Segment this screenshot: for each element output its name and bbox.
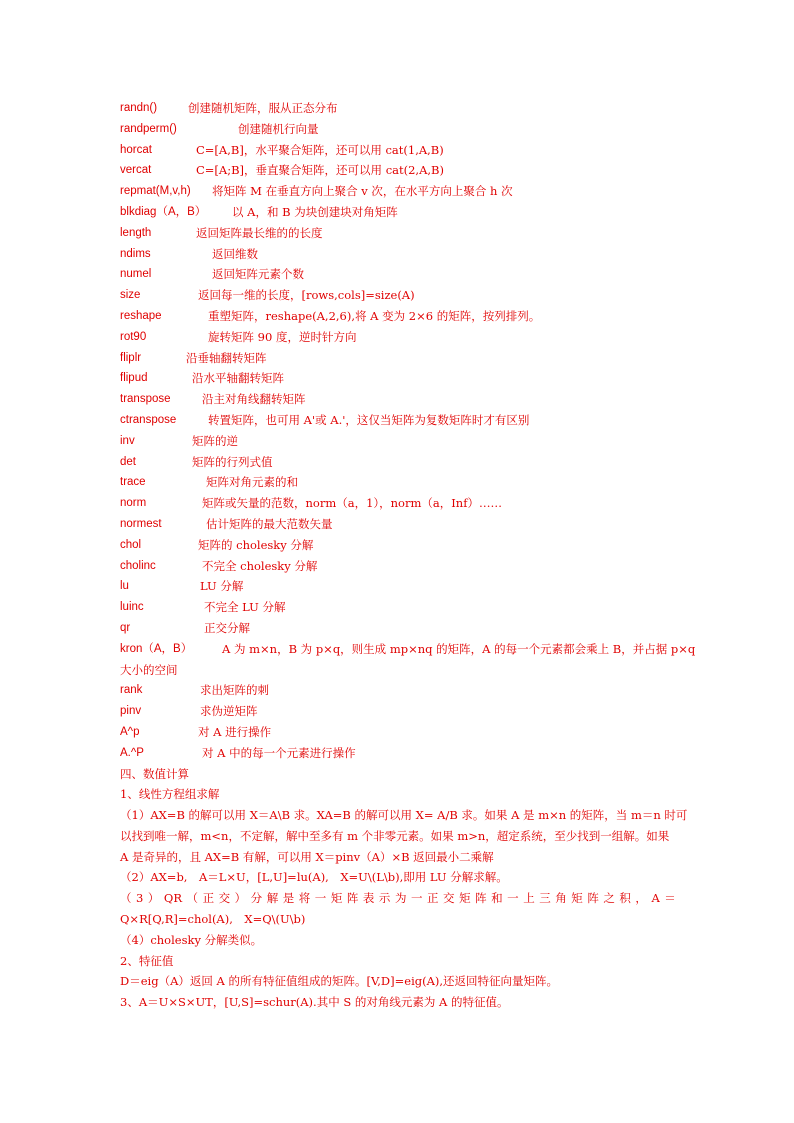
- function-name: lu: [120, 580, 129, 593]
- function-row: [120, 264, 676, 285]
- spaced-char: 和: [491, 891, 503, 906]
- spaced-char: 一: [314, 891, 327, 906]
- function-row: [120, 743, 676, 764]
- subsection-heading: 2、特征值: [120, 953, 174, 968]
- function-name: cholinc: [120, 559, 156, 572]
- function-desc: 对 A 中的每一个元素进行操作: [202, 745, 356, 760]
- function-row: [120, 701, 676, 722]
- function-row: [120, 119, 676, 140]
- spaced-char: ）: [234, 891, 247, 906]
- spaced-char: 上: [523, 891, 535, 906]
- function-desc: 沿主对角线翻转矩阵: [202, 392, 306, 407]
- function-name: repmat(M,v,h): [120, 185, 191, 198]
- function-row: [120, 160, 676, 181]
- function-desc-continued: 大小的空间: [120, 662, 178, 677]
- function-name: norm: [120, 497, 147, 510]
- function-desc: 沿垂轴翻转矩阵: [186, 350, 267, 365]
- spaced-char: 矩: [330, 891, 343, 906]
- function-row: [120, 472, 676, 493]
- spaced-char: 是: [282, 891, 295, 906]
- function-row: [120, 618, 676, 639]
- spaced-char: （: [186, 891, 199, 906]
- spaced-char: 之: [603, 891, 615, 906]
- function-desc: 转置矩阵，也可用 A'或 A.'，这仅当矩阵为复数矩阵时才有区别: [208, 412, 530, 427]
- spaced-char: 三: [539, 891, 551, 906]
- function-desc: 矩阵或矢量的范数，norm（a，1），norm（a，Inf）……: [202, 496, 502, 511]
- function-row: [120, 452, 676, 473]
- document-content: [120, 98, 696, 1013]
- function-row: [120, 98, 676, 119]
- function-name: length: [120, 226, 152, 239]
- function-desc: 返回每一维的长度，[rows,cols]=size(A): [198, 288, 415, 303]
- spaced-char: 将: [298, 891, 311, 906]
- paragraph-line: （1）AX=B 的解可以用 X＝A\B 求。XA=B 的解可以用 X= A/B 求。如果 A 是 m×n 的矩阵，当 m＝n 时可: [120, 808, 688, 823]
- function-desc: 矩阵对角元素的和: [206, 475, 298, 490]
- paragraph-line: （2）AX=b, A＝L×U，[L,U]=lu(A), X=U\(L\b),即用 LU 分解求解。: [120, 870, 508, 885]
- function-row: [120, 285, 676, 306]
- function-name: trace: [120, 476, 146, 489]
- function-row: [120, 556, 676, 577]
- function-name: A.^P: [120, 746, 144, 759]
- function-row: [120, 535, 676, 556]
- spaced-char: 为: [394, 891, 407, 906]
- function-name: ndims: [120, 247, 151, 260]
- function-row: [120, 306, 676, 327]
- spaced-char: 解: [266, 891, 279, 906]
- function-desc: C=[A;B]，垂直聚合矩阵，还可以用 cat(2,A,B): [196, 163, 444, 178]
- spaced-char: 示: [378, 891, 391, 906]
- function-desc: 矩阵的逆: [192, 433, 238, 448]
- function-row: [120, 223, 676, 244]
- function-desc: 以 A，和 B 为块创建块对角矩阵: [232, 204, 398, 219]
- function-name: flipud: [120, 372, 148, 385]
- function-desc: LU 分解: [200, 579, 244, 594]
- function-row: [120, 576, 676, 597]
- spaced-char: 分: [250, 891, 263, 906]
- function-row: [120, 493, 676, 514]
- function-name: kron（A，B）: [120, 642, 193, 655]
- function-name: randperm(): [120, 122, 177, 135]
- function-name: rot90: [120, 330, 147, 343]
- function-name: size: [120, 289, 141, 302]
- function-desc: 不完全 cholesky 分解: [202, 558, 318, 573]
- function-row: [120, 348, 676, 369]
- function-desc: 对 A 进行操作: [198, 724, 272, 739]
- function-row: [120, 327, 676, 348]
- function-name: ctranspose: [120, 413, 177, 426]
- function-name: qr: [120, 621, 131, 634]
- spaced-char: 积: [619, 891, 631, 906]
- spaced-char: ＝: [664, 891, 676, 906]
- function-row: [120, 597, 676, 618]
- justified-paragraph-line: [120, 888, 676, 909]
- spaced-char: 角: [555, 891, 567, 906]
- function-desc: 估计矩阵的最大范数矢量: [206, 516, 333, 531]
- function-desc: 返回矩阵最长维的的长度: [196, 225, 323, 240]
- function-row: [120, 181, 676, 202]
- paragraph-line: A 是奇异的，且 AX=B 有解，可以用 X＝pinv（A）×B 返回最小二乘解: [120, 849, 494, 864]
- function-desc: C=[A,B]，水平聚合矩阵，还可以用 cat(1,A,B): [196, 142, 444, 157]
- function-name: A^p: [120, 725, 140, 738]
- function-name: normest: [120, 517, 162, 530]
- function-name: vercat: [120, 164, 152, 177]
- function-row: [120, 368, 676, 389]
- function-name: blkdiag（A，B）: [120, 205, 207, 218]
- paragraph-line: 3、A＝U×S×UT，[U,S]=schur(A).其中 S 的对角线元素为 A 的特征值。: [120, 995, 509, 1010]
- spaced-char: 3: [136, 891, 144, 906]
- section-heading: 四、数值计算: [120, 766, 189, 781]
- function-desc: 不完全 LU 分解: [204, 600, 286, 615]
- function-desc: A 为 m×n，B 为 p×q，则生成 mp×nq 的矩阵，A 的每一个元素都会乘上 B，并占据 p×q: [222, 641, 696, 656]
- function-desc: 求伪逆矩阵: [200, 704, 258, 719]
- function-list: [120, 98, 676, 639]
- function-name: fliplr: [120, 351, 142, 364]
- spaced-char: 矩: [571, 891, 583, 906]
- spaced-char: ）: [147, 891, 160, 906]
- paragraph-line: D＝eig（A）返回 A 的所有特征值组成的矩阵。[V,D]=eig(A),还返回特征向量矩阵。: [120, 974, 559, 989]
- paragraph-line: Q×R[Q,R]=chol(A), X=Q\(U\b): [120, 912, 306, 927]
- function-name: numel: [120, 268, 152, 281]
- function-desc: 矩阵的 cholesky 分解: [198, 537, 314, 552]
- kron-continuation: [120, 660, 676, 681]
- function-name: horcat: [120, 143, 152, 156]
- kron-row: [120, 639, 696, 660]
- spaced-char: 阵: [587, 891, 599, 906]
- spaced-char: 正: [202, 891, 215, 906]
- spaced-char: 正: [427, 891, 439, 906]
- function-row: [120, 140, 676, 161]
- function-row: [120, 514, 676, 535]
- spaced-char: 矩: [459, 891, 471, 906]
- function-desc: 旋转矩阵 90 度，逆时针方向: [208, 329, 357, 344]
- spaced-char: 阵: [475, 891, 487, 906]
- function-row: [120, 722, 676, 743]
- spaced-char: 阵: [346, 891, 359, 906]
- spaced-char: ，: [635, 891, 647, 906]
- function-name: det: [120, 455, 136, 468]
- function-list-2: [120, 680, 676, 763]
- function-name: transpose: [120, 393, 171, 406]
- function-desc: 创建随机矩阵，服从正态分布: [188, 101, 338, 115]
- subsection-heading: 1、线性方程组求解: [120, 787, 220, 802]
- spaced-char: 一: [507, 891, 519, 906]
- function-name: luinc: [120, 601, 144, 614]
- function-name: reshape: [120, 309, 162, 322]
- spaced-char: A: [651, 891, 660, 906]
- spaced-char: 交: [218, 891, 231, 906]
- spaced-char: QR: [163, 891, 183, 906]
- paragraph-line: 以找到唯一解，m<n，不定解，解中至多有 m 个非零元素。如果 m>n，超定系统，至少找到一组解。如果: [120, 828, 670, 843]
- function-name: inv: [120, 434, 135, 447]
- function-row: [120, 244, 676, 265]
- function-name: rank: [120, 684, 143, 697]
- function-desc: 返回矩阵元素个数: [212, 267, 304, 282]
- function-desc: 矩阵的行列式值: [192, 454, 273, 469]
- spaced-char: 表: [362, 891, 375, 906]
- function-row: [120, 431, 676, 452]
- function-desc: 返回维数: [212, 246, 258, 261]
- spaced-char: 一: [410, 891, 423, 906]
- function-row: [120, 389, 676, 410]
- spaced-char: 交: [443, 891, 455, 906]
- function-desc: 将矩阵 M 在垂直方向上聚合 v 次，在水平方向上聚合 h 次: [212, 184, 513, 199]
- function-row: [120, 202, 676, 223]
- function-desc: 创建随机行向量: [238, 121, 319, 136]
- spaced-char: （: [120, 891, 132, 906]
- paragraph-line: （4）cholesky 分解类似。: [120, 932, 263, 947]
- function-desc: 正交分解: [204, 620, 250, 635]
- function-name: chol: [120, 538, 142, 551]
- function-row: [120, 410, 676, 431]
- function-name: pinv: [120, 705, 142, 718]
- function-row: [120, 680, 676, 701]
- function-desc: 求出矩阵的刺: [200, 683, 269, 698]
- function-desc: 重塑矩阵，reshape(A,2,6),将 A 变为 2×6 的矩阵，按列排列。: [208, 308, 541, 323]
- function-desc: 沿水平轴翻转矩阵: [192, 371, 284, 386]
- function-name: randn(): [120, 102, 158, 114]
